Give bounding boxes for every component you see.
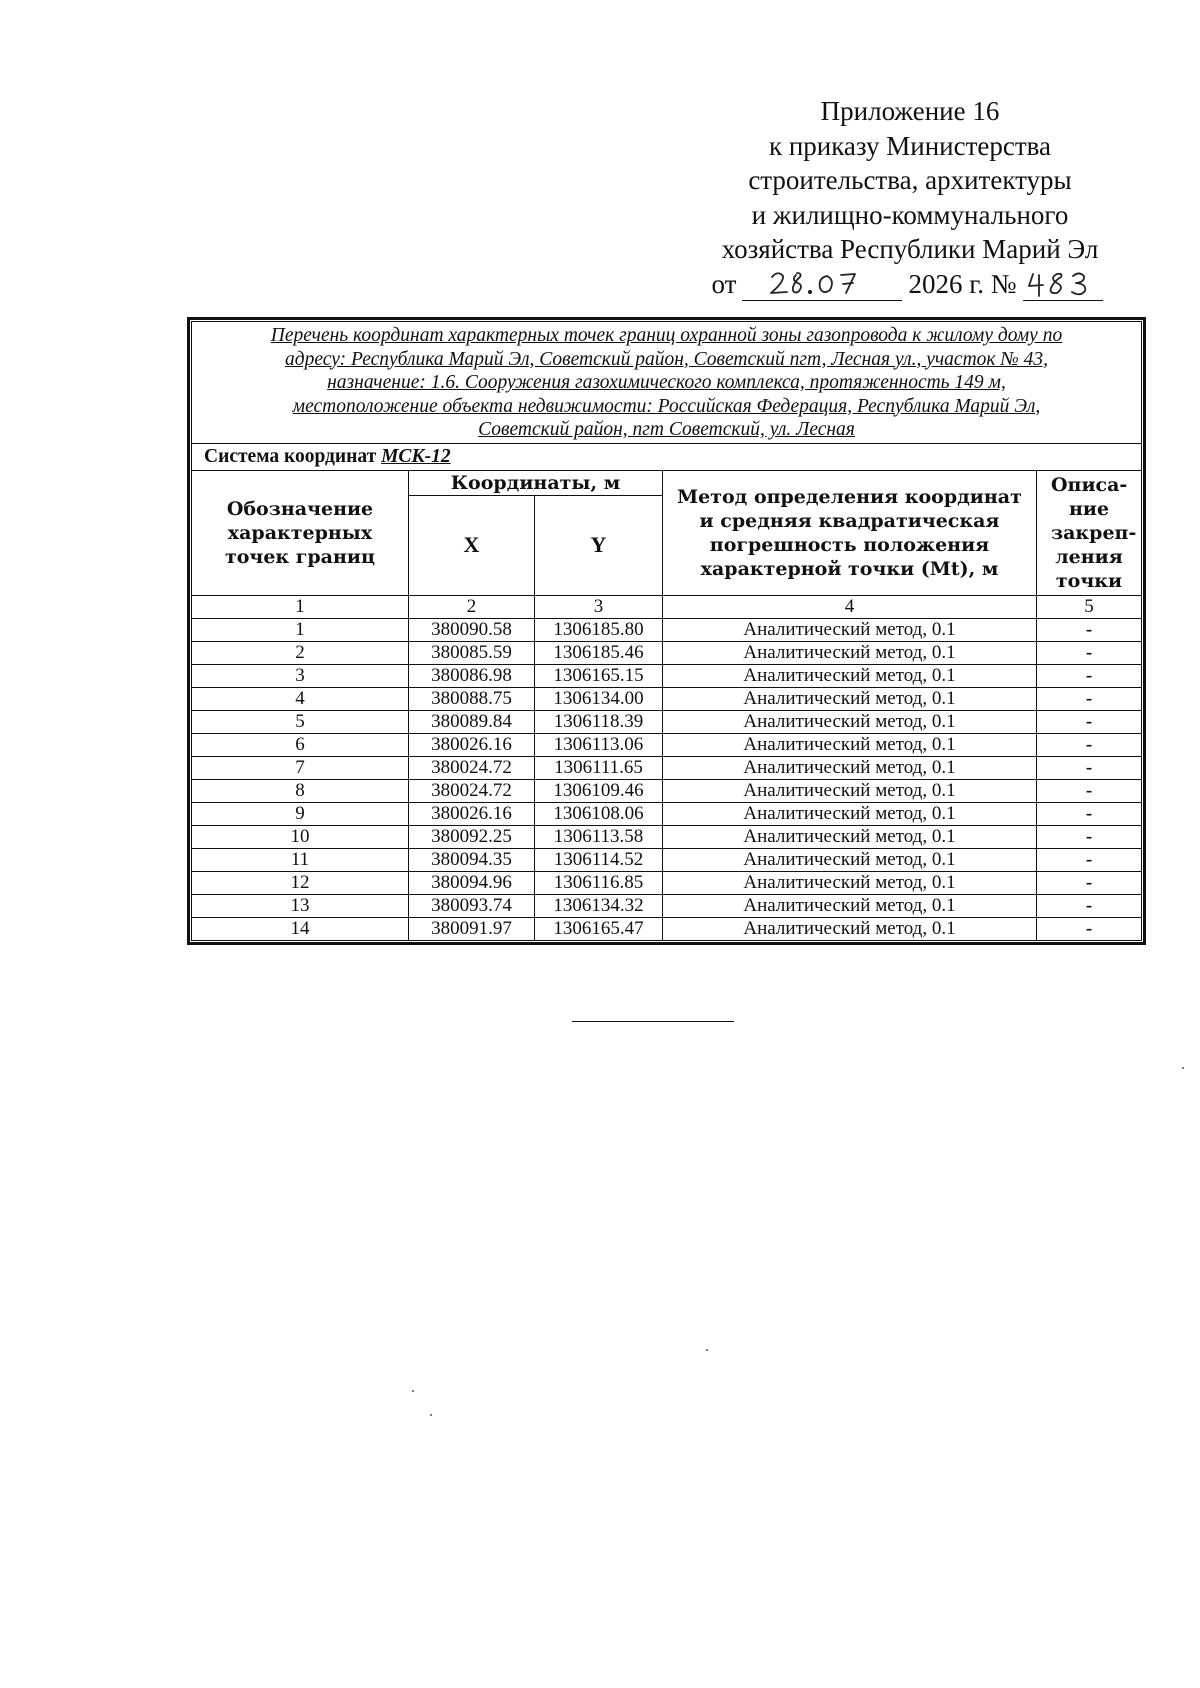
header-line: Приложение 16: [820, 96, 1000, 126]
x-cell: 380026.16: [409, 733, 535, 756]
table-title-row: [192, 322, 1142, 444]
column-number: 2: [409, 595, 535, 618]
point-cell: 9: [192, 802, 409, 825]
y-header: Y: [535, 495, 663, 595]
handwritten-date-strokes: [742, 266, 902, 300]
coordinate-system: [192, 443, 1142, 470]
point-cell: 6: [192, 733, 409, 756]
title-line: Советский район, пгт Советский, ул. Лесная: [478, 419, 855, 440]
x-cell: 380024.72: [409, 756, 535, 779]
y-cell: 1306185.80: [535, 618, 663, 641]
y-cell: 1306116.85: [535, 871, 663, 894]
x-cell: 380094.35: [409, 848, 535, 871]
method-cell: Аналитический метод, 0.1: [663, 894, 1037, 917]
description-cell: -: [1037, 710, 1142, 733]
x-cell: 380085.59: [409, 641, 535, 664]
scan-speck: [1182, 1067, 1184, 1069]
y-cell: 1306185.46: [535, 641, 663, 664]
table-row: [192, 825, 1142, 848]
point-cell: 5: [192, 710, 409, 733]
method-cell: Аналитический метод, 0.1: [663, 687, 1037, 710]
header-line: строительства, архитектуры: [748, 165, 1072, 195]
description-cell: -: [1037, 618, 1142, 641]
point-cell: 8: [192, 779, 409, 802]
year-and-number-label: 2026 г. №: [908, 268, 1017, 299]
data-rows: [192, 618, 1142, 940]
description-cell: -: [1037, 733, 1142, 756]
column-number: 1: [192, 595, 409, 618]
table-row: [192, 917, 1142, 940]
description-cell: -: [1037, 802, 1142, 825]
title-line: назначение: 1.6. Сооружения газохимического комплекса, протяженность 149 м,: [327, 372, 1006, 393]
table-row: [192, 618, 1142, 641]
y-cell: 1306113.58: [535, 825, 663, 848]
y-cell: 1306113.06: [535, 733, 663, 756]
point-cell: 12: [192, 871, 409, 894]
handwritten-date: [742, 272, 902, 301]
table-row: [192, 710, 1142, 733]
date-prefix: от: [711, 268, 737, 299]
y-cell: 1306134.32: [535, 894, 663, 917]
header-line: к приказу Министерства: [768, 130, 1052, 161]
scan-speck: [430, 1414, 432, 1416]
y-cell: 1306108.06: [535, 802, 663, 825]
scan-speck: [412, 1390, 414, 1392]
x-cell: 380093.74: [409, 894, 535, 917]
description-cell: -: [1037, 871, 1142, 894]
column-number: 4: [663, 595, 1037, 618]
method-cell: Аналитический метод, 0.1: [663, 710, 1037, 733]
point-cell: 1: [192, 618, 409, 641]
designation-header: Обозначение характерных точек границ: [192, 470, 409, 595]
column-number: 5: [1037, 595, 1142, 618]
point-cell: 3: [192, 664, 409, 687]
table-row: [192, 871, 1142, 894]
x-cell: 380086.98: [409, 664, 535, 687]
description-header: Описа- ние закреп- ления точки: [1037, 470, 1142, 595]
table-row: [192, 848, 1142, 871]
table-title: [192, 322, 1142, 444]
end-rule: [572, 1021, 734, 1022]
point-cell: 7: [192, 756, 409, 779]
y-cell: 1306114.52: [535, 848, 663, 871]
table-row: [192, 779, 1142, 802]
coordinates-table: [191, 321, 1142, 941]
header-line: хозяйства Республики Марий Эл: [721, 234, 1099, 264]
method-cell: Аналитический метод, 0.1: [663, 756, 1037, 779]
table-row: [192, 756, 1142, 779]
column-number: 3: [535, 595, 663, 618]
method-cell: Аналитический метод, 0.1: [663, 802, 1037, 825]
y-cell: 1306165.47: [535, 917, 663, 940]
coordinate-system-label: Система координат: [204, 445, 377, 467]
method-header: Метод определения координат и средняя квадратическая погрешность положения характерной точки (Mt), м: [663, 470, 1037, 595]
method-cell: Аналитический метод, 0.1: [663, 848, 1037, 871]
method-cell: Аналитический метод, 0.1: [663, 641, 1037, 664]
x-cell: 380090.58: [409, 618, 535, 641]
table-row: [192, 802, 1142, 825]
x-cell: 380091.97: [409, 917, 535, 940]
x-cell: 380088.75: [409, 687, 535, 710]
scan-speck: [706, 1349, 708, 1351]
method-cell: Аналитический метод, 0.1: [663, 733, 1037, 756]
handwritten-number: [1023, 272, 1103, 301]
method-cell: Аналитический метод, 0.1: [663, 664, 1037, 687]
x-cell: 380092.25: [409, 825, 535, 848]
point-cell: 14: [192, 917, 409, 940]
x-cell: 380024.72: [409, 779, 535, 802]
description-cell: -: [1037, 894, 1142, 917]
appendix-header: [690, 94, 1130, 301]
title-line: местоположение объекта недвижимости: Российская Федерация, Республика Марий Эл,: [292, 395, 1041, 417]
method-cell: Аналитический метод, 0.1: [663, 917, 1037, 940]
method-cell: Аналитический метод, 0.1: [663, 779, 1037, 802]
point-cell: 4: [192, 687, 409, 710]
x-cell: 380026.16: [409, 802, 535, 825]
coordinate-system-value: МСК-12: [381, 445, 451, 467]
date-number-line: [690, 267, 1130, 302]
header-row: [192, 470, 1142, 495]
column-number-row: [192, 595, 1142, 618]
table-row: [192, 687, 1142, 710]
description-cell: -: [1037, 756, 1142, 779]
point-cell: 2: [192, 641, 409, 664]
coordinates-header: Координаты, м: [409, 470, 663, 495]
point-cell: 10: [192, 825, 409, 848]
table-row: [192, 664, 1142, 687]
table-row: [192, 733, 1142, 756]
y-cell: 1306165.15: [535, 664, 663, 687]
table-row: [192, 641, 1142, 664]
y-cell: 1306111.65: [535, 756, 663, 779]
description-cell: -: [1037, 825, 1142, 848]
method-cell: Аналитический метод, 0.1: [663, 871, 1037, 894]
y-cell: 1306134.00: [535, 687, 663, 710]
table-row: [192, 894, 1142, 917]
x-header: X: [409, 495, 535, 595]
y-cell: 1306109.46: [535, 779, 663, 802]
method-cell: Аналитический метод, 0.1: [663, 825, 1037, 848]
y-cell: 1306118.39: [535, 710, 663, 733]
description-cell: -: [1037, 848, 1142, 871]
coordinate-system-row: [192, 443, 1142, 470]
description-cell: -: [1037, 687, 1142, 710]
header-line: и жилищно-коммунального: [751, 199, 1069, 230]
description-cell: -: [1037, 664, 1142, 687]
handwritten-number-strokes: [1023, 266, 1103, 300]
title-line: адресу: Республика Марий Эл, Советский район, Советский пгт, Лесная ул., участок № 43,: [284, 348, 1049, 370]
point-cell: 11: [192, 848, 409, 871]
description-cell: -: [1037, 779, 1142, 802]
title-line: Перечень координат характерных точек границ охранной зоны газопровода к жилому дому по: [270, 325, 1063, 346]
description-cell: -: [1037, 917, 1142, 940]
x-cell: 380089.84: [409, 710, 535, 733]
point-cell: 13: [192, 894, 409, 917]
description-cell: -: [1037, 641, 1142, 664]
method-cell: Аналитический метод, 0.1: [663, 618, 1037, 641]
x-cell: 380094.96: [409, 871, 535, 894]
